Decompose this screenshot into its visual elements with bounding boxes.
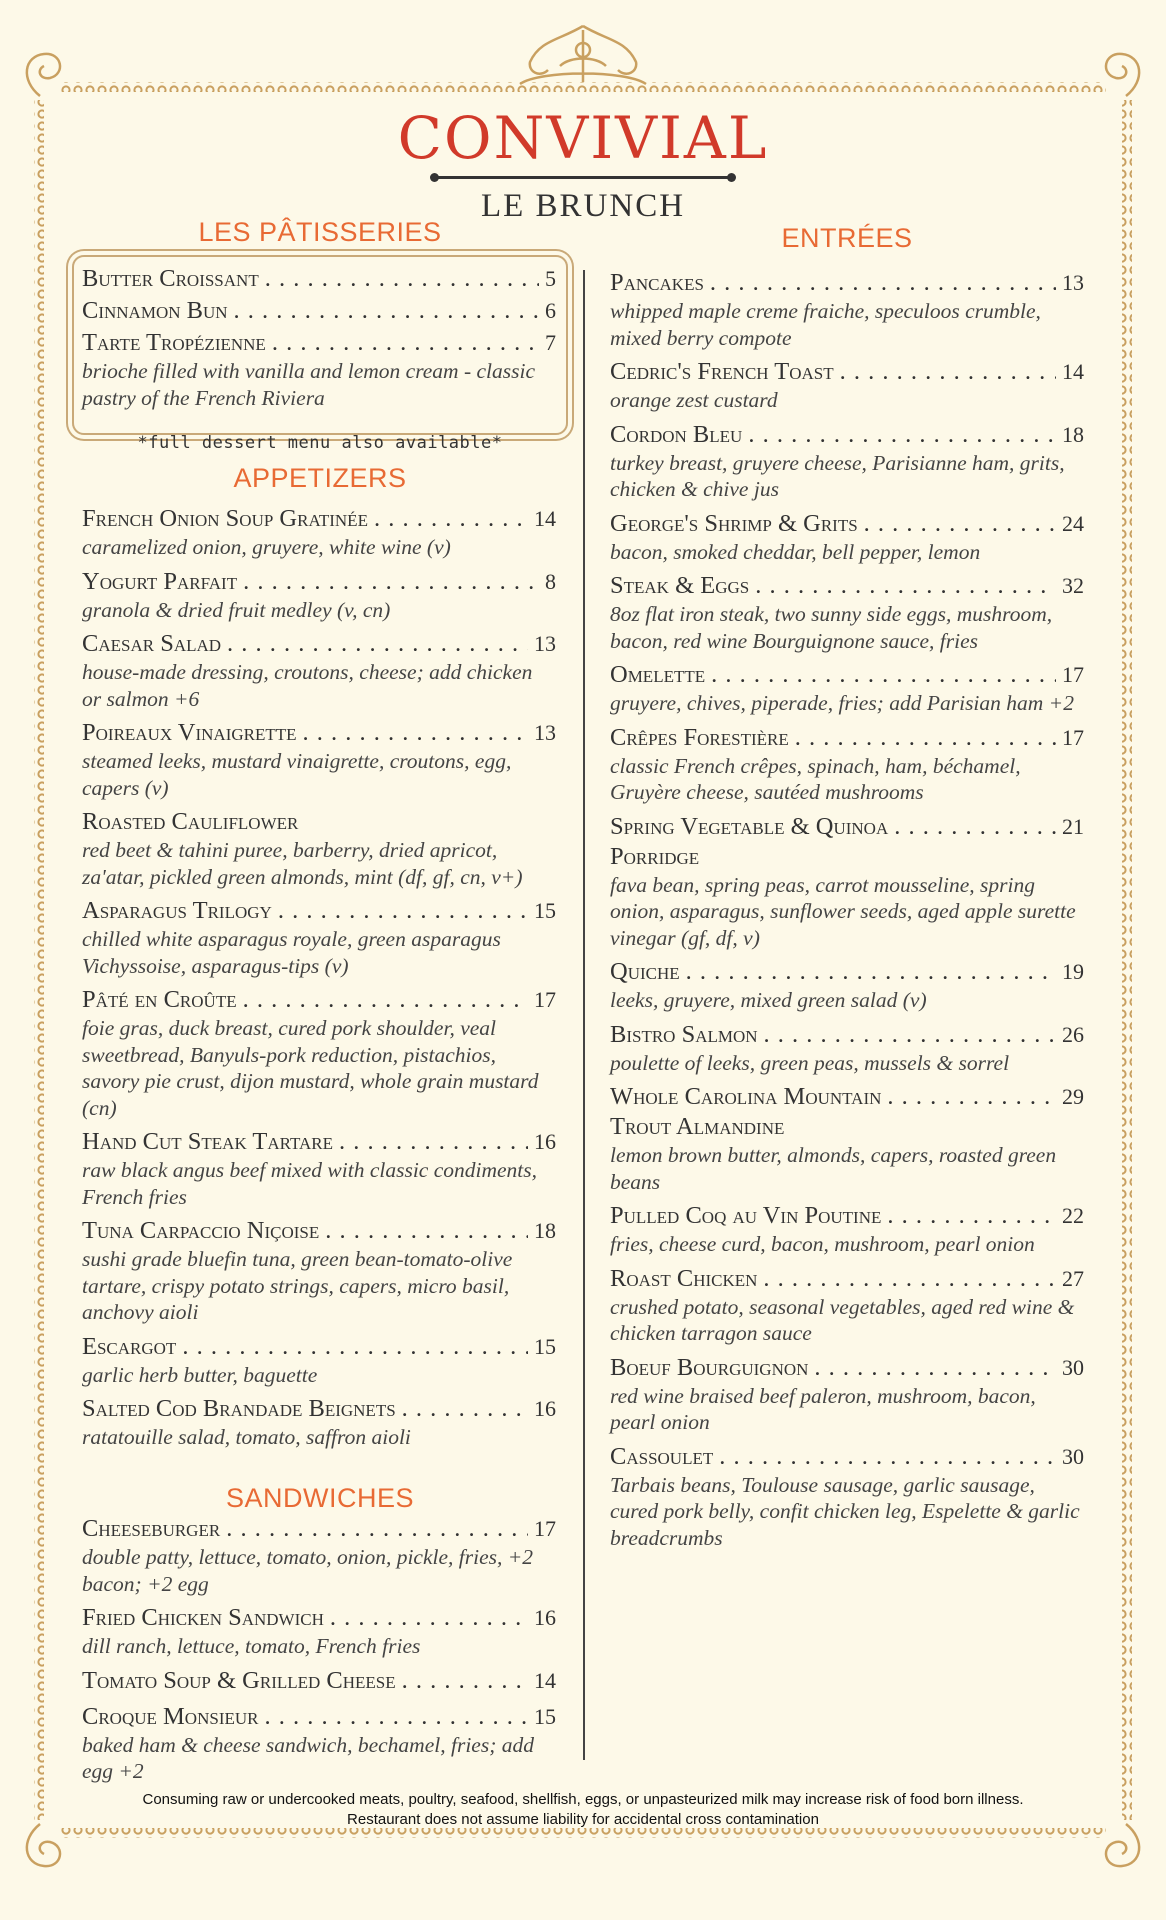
menu-item-line (82, 807, 556, 837)
menu-item-price: 21 (1062, 813, 1084, 839)
dot-leader (719, 1442, 1056, 1472)
menu-item-description: foie gras, duck breast, cured pork shoulder, veal sweetbread, Banyuls-pork reduction, pistachios, savory pie crust, dijon mustard, whole grain mustard (cn) (82, 1016, 539, 1120)
dot-leader (755, 571, 1056, 601)
menu-item-line (82, 1394, 556, 1424)
menu-item-price: 14 (534, 506, 556, 531)
dot-leader (402, 1666, 528, 1696)
dot-leader (243, 985, 528, 1015)
menu-item-description: whipped maple creme fraiche, speculoos crumble, mixed berry compote (610, 299, 1041, 350)
menu-item-price: 17 (1062, 724, 1084, 750)
menu-item-line (82, 1216, 556, 1246)
menu-item-name: Pancakes (610, 269, 704, 296)
menu-item-line (610, 957, 1084, 987)
menu-item-line (610, 1442, 1084, 1472)
menu-item-line (82, 328, 556, 358)
section-heading-sandwiches: SANDWICHES (225, 1483, 414, 1513)
menu-item-description: turkey breast, gruyere cheese, Parisianne ham, grits, chicken & chive jus (610, 450, 1065, 501)
dessert-note: *full dessert menu also available* (137, 433, 503, 453)
menu-item-line (82, 896, 556, 926)
menu-item-name: Croque Monsieur (82, 1702, 259, 1730)
menu-item (610, 812, 1084, 952)
menu-item-name: Roast Chicken (610, 1264, 758, 1292)
menu-item (610, 420, 1084, 503)
menu-item-price: 22 (1062, 1203, 1084, 1228)
menu-item-description: red beet & tahini puree, barberry, dried apricot, za'atar, pickled green almonds, mint (df, gf, cn, v+) (82, 838, 523, 889)
menu-item-description: bacon, smoked cheddar, bell pepper, lemon (610, 539, 981, 564)
menu-item (610, 571, 1084, 654)
menu-item-name: Whole Carolina Mountain (610, 1083, 882, 1110)
menu-item-description: ratatouille salad, tomato, saffron aioli (82, 1425, 411, 1449)
menu-item-price: 16 (534, 1605, 556, 1630)
section-heading-appetizers: APPETIZERS (233, 463, 407, 493)
dot-leader (264, 1702, 528, 1732)
menu-item-name: Cinnamon Bun (82, 297, 228, 324)
menu-item-price: 17 (534, 1516, 556, 1541)
dot-leader (227, 629, 528, 659)
menu-item-description: leeks, gruyere, mixed green salad (v) (610, 988, 927, 1012)
menu-item-line (82, 1666, 556, 1696)
menu-item-name: Spring Vegetable & Quinoa (610, 812, 889, 840)
menu-item-line (610, 509, 1084, 539)
menu-item-line (82, 1332, 556, 1362)
menu-item-name: Boeuf Bourguignon (610, 1353, 809, 1381)
menu-item (610, 357, 1084, 414)
menu-item-line (610, 660, 1084, 690)
menu-item (82, 1603, 556, 1660)
menu-item-description: sushi grade bluefin tuna, green bean-tomato-olive tartare, crispy potato strings, capers, micro basil, anchovy aioli (82, 1247, 513, 1324)
menu-item-name: Hand Cut Steak Tartare (82, 1128, 333, 1155)
patisseries-list (82, 264, 556, 413)
menu-item-name: Fried Chicken Sandwich (82, 1604, 324, 1631)
menu-item-line (610, 1201, 1084, 1231)
menu-item-line (610, 1112, 1084, 1142)
menu-item-price: 5 (545, 266, 556, 291)
menu-item-name: George's Shrimp & Grits (610, 509, 858, 537)
menu-item-price: 15 (534, 1703, 556, 1729)
dot-leader (887, 1082, 1056, 1112)
menu-item (82, 896, 556, 979)
menu-item-name: Salted Cod Brandade Beignets (82, 1395, 396, 1422)
menu-item-description: caramelized onion, gruyere, white wine (v) (82, 535, 451, 559)
menu-item-name: Quiche (610, 958, 680, 985)
restaurant-logo: CONVIVIAL (397, 104, 769, 172)
dot-leader (887, 1201, 1056, 1231)
menu-item (82, 718, 556, 801)
menu-item-line (610, 268, 1084, 298)
menu-item-line (82, 1127, 556, 1157)
menu-item-price: 18 (534, 1218, 556, 1243)
dot-leader (325, 1216, 528, 1246)
menu-item-name: Omelette (610, 661, 706, 688)
menu-item-description: baked ham & cheese sandwich, bechamel, fries; add egg +2 (82, 1732, 534, 1783)
dot-leader (711, 660, 1056, 690)
dot-leader (265, 264, 539, 294)
dot-leader (303, 718, 528, 748)
menu-item-name: Bistro Salmon (610, 1020, 758, 1048)
menu-item (610, 723, 1084, 806)
dot-leader (795, 723, 1056, 753)
menu-item-name: French Onion Soup Gratinée (82, 505, 368, 532)
menu-item-price: 30 (1062, 1354, 1084, 1380)
menu-item-line (82, 567, 556, 597)
menu-item-description: chilled white asparagus royale, green asparagus Vichyssoise, asparagus-tips (v) (82, 927, 501, 978)
menu-item-name: Tomato Soup & Grilled Cheese (82, 1666, 396, 1694)
menu-item-description: steamed leeks, mustard vinaigrette, croutons, egg, capers (v) (82, 749, 512, 800)
menu-item-name: Cordon Bleu (610, 420, 743, 448)
menu-item (610, 1442, 1084, 1552)
menu-item-description: granola & dried fruit medley (v, cn) (82, 597, 391, 622)
menu-item-price: 13 (534, 631, 556, 656)
menu-item-name: Yogurt Parfait (82, 567, 238, 595)
menu-item-price: 13 (1062, 270, 1084, 295)
dot-leader (748, 420, 1056, 450)
menu-item (82, 1127, 556, 1210)
menu-item-price: 8 (545, 568, 556, 594)
menu-item-line (82, 296, 556, 326)
menu-item-line (610, 842, 1084, 872)
menu-item-line (610, 571, 1084, 601)
menu-item-line (610, 1020, 1084, 1050)
menu-item-line (82, 1603, 556, 1633)
menu-item (610, 509, 1084, 566)
menu-item-name: Crêpes Forestière (610, 723, 789, 751)
dot-leader (330, 1603, 528, 1633)
menu-item (82, 1702, 556, 1785)
menu-item-price: 17 (1062, 662, 1084, 687)
dot-leader (840, 357, 1056, 387)
dot-leader (763, 1264, 1056, 1294)
menu-item-price: 15 (534, 1333, 556, 1359)
health-disclaimer: Consuming raw or undercooked meats, poultry, seafood, shellfish, eggs, or unpasteurized milk may increase risk of food born illness. (142, 1791, 1024, 1808)
dot-leader (278, 896, 528, 926)
menu-item-line (82, 1702, 556, 1732)
menu-item (610, 1020, 1084, 1077)
menu-item-price: 32 (1062, 573, 1084, 598)
menu-item-name: Tarte Tropézienne (82, 329, 266, 356)
dot-leader (226, 1514, 528, 1544)
menu-item-line (82, 629, 556, 659)
dot-leader (234, 296, 539, 326)
menu-item (82, 985, 556, 1121)
menu-item (82, 264, 556, 294)
dot-leader (272, 328, 539, 358)
menu-item-description: lemon brown butter, almonds, capers, roasted green beans (610, 1143, 1057, 1194)
menu-item-line (610, 357, 1084, 387)
dot-leader (243, 567, 539, 597)
menu-item-price: 16 (534, 1129, 556, 1154)
menu-item-description: house-made dressing, croutons, cheese; add chicken or salmon +6 (82, 660, 533, 711)
sandwiches-list (82, 1514, 556, 1791)
menu-item-line (82, 264, 556, 294)
menu-item (610, 268, 1084, 351)
menu-item-line (610, 1264, 1084, 1294)
menu-item-price: 17 (534, 987, 556, 1012)
menu-item (82, 807, 556, 890)
menu-item-price: 14 (1062, 359, 1084, 384)
menu-item-name: Cedric's French Toast (610, 358, 834, 385)
menu-item-line (610, 1353, 1084, 1383)
menu-item (82, 1394, 556, 1451)
liability-disclaimer: Restaurant does not assume liability for accidental cross contamination (347, 1811, 819, 1828)
menu-item-description: crushed potato, seasonal vegetables, aged red wine & chicken tarragon sauce (610, 1294, 1075, 1345)
menu-item-description: fava bean, spring peas, carrot mousseline, spring onion, asparagus, sunflower seeds, aged apple surette vinegar (gf, df, v) (610, 872, 1076, 950)
menu-item-description: garlic herb butter, baguette (82, 1362, 318, 1387)
entrees-list (610, 268, 1084, 1557)
menu-item (82, 504, 556, 561)
menu-item-description: raw black angus beef mixed with classic condiments, French fries (82, 1158, 538, 1209)
menu-item (610, 1264, 1084, 1347)
menu-item-price: 29 (1062, 1084, 1084, 1109)
menu-item-description: dill ranch, lettuce, tomato, French fries (82, 1634, 421, 1658)
menu-item-description: Tarbais beans, Toulouse sausage, garlic sausage, cured pork belly, confit chicken leg, Espelette & garlic breadcrumbs (610, 1472, 1080, 1550)
menu-item-price: 6 (545, 298, 556, 323)
menu-item-name: Butter Croissant (82, 265, 259, 292)
menu-item-description: classic French crêpes, spinach, ham, béchamel, Gruyère cheese, sautéed mushrooms (610, 753, 1021, 804)
menu-item-name: Cassoulet (610, 1442, 714, 1470)
menu-item (610, 1082, 1084, 1195)
menu-item (82, 1666, 556, 1696)
menu-item-line (610, 723, 1084, 753)
section-heading-patisseries: LES PÂTISSERIES (198, 217, 442, 247)
menu-item-name: Steak & Eggs (610, 572, 750, 599)
menu-item (610, 1201, 1084, 1258)
menu-item-line (610, 1082, 1084, 1112)
menu-item (610, 660, 1084, 717)
menu-item-price: 14 (534, 1667, 556, 1693)
menu-item-price: 30 (1062, 1443, 1084, 1469)
menu-item (610, 957, 1084, 1014)
menu-item-name-continued: Trout Almandine (610, 1113, 785, 1140)
menu-item-name: Roasted Cauliflower (82, 808, 299, 835)
menu-item (610, 1353, 1084, 1436)
menu-title: LE BRUNCH (480, 188, 686, 224)
menu-item-description: gruyere, chives, piperade, fries; add Parisian ham +2 (610, 691, 1074, 715)
menu-item-price: 13 (534, 720, 556, 745)
menu-item (82, 567, 556, 624)
menu-item-name-continued: Porridge (610, 842, 700, 870)
menu-item-description: brioche filled with vanilla and lemon cream - classic pastry of the French Riviera (82, 359, 536, 410)
menu-item-line (82, 1514, 556, 1544)
menu-item-name: Tuna Carpaccio Niçoise (82, 1217, 320, 1244)
menu-item-line (610, 420, 1084, 450)
dot-leader (864, 509, 1056, 539)
menu-item-name: Pâté en Croûte (82, 986, 237, 1013)
column-divider (583, 270, 585, 1760)
menu-item-line (82, 504, 556, 534)
menu-item-price: 16 (534, 1396, 556, 1421)
menu-item-line (82, 718, 556, 748)
menu-item-description: red wine braised beef paleron, mushroom, bacon, pearl onion (610, 1383, 1036, 1434)
menu-item-price: 7 (545, 330, 556, 355)
dot-leader (339, 1127, 528, 1157)
dot-leader (764, 1020, 1056, 1050)
menu-item (82, 1216, 556, 1326)
dot-leader (894, 812, 1056, 842)
menu-item-name: Poireaux Vinaigrette (82, 719, 297, 746)
dot-leader (182, 1332, 528, 1362)
section-heading-entrees: ENTRÉES (781, 223, 913, 253)
menu-item-name: Pulled Coq au Vin Poutine (610, 1202, 882, 1229)
menu-item-price: 26 (1062, 1021, 1084, 1047)
menu-item-line (610, 812, 1084, 842)
menu-item-description: double patty, lettuce, tomato, onion, pickle, fries, +2 bacon; +2 egg (82, 1545, 533, 1596)
menu-item-name: Caesar Salad (82, 630, 222, 657)
menu-item-price: 15 (534, 898, 556, 923)
menu-item (82, 296, 556, 326)
dot-leader (374, 504, 528, 534)
dot-leader (710, 268, 1056, 298)
menu-item (82, 1514, 556, 1597)
menu-item-price: 24 (1062, 510, 1084, 536)
menu-item-description: poulette of leeks, green peas, mussels & sorrel (610, 1050, 1010, 1075)
menu-item (82, 1332, 556, 1389)
menu-item (82, 629, 556, 712)
menu-item-name: Asparagus Trilogy (82, 897, 272, 924)
menu-item-line (82, 985, 556, 1015)
menu-item-price: 18 (1062, 421, 1084, 447)
menu-item-price: 27 (1062, 1265, 1084, 1291)
dot-leader (686, 957, 1056, 987)
title-divider (434, 176, 732, 179)
menu-item-description: orange zest custard (610, 388, 778, 412)
menu-item-description: fries, cheese curd, bacon, mushroom, pearl onion (610, 1232, 1035, 1256)
menu-item-price: 19 (1062, 959, 1084, 984)
menu-item-description: 8oz flat iron steak, two sunny side eggs, mushroom, bacon, red wine Bourguignone sauce, fries (610, 602, 1053, 653)
menu-item-name: Escargot (82, 1332, 177, 1360)
appetizers-list (82, 504, 556, 1457)
menu-item-name: Cheeseburger (82, 1515, 221, 1542)
dot-leader (814, 1353, 1056, 1383)
dot-leader (402, 1394, 528, 1424)
menu-item (82, 328, 556, 411)
